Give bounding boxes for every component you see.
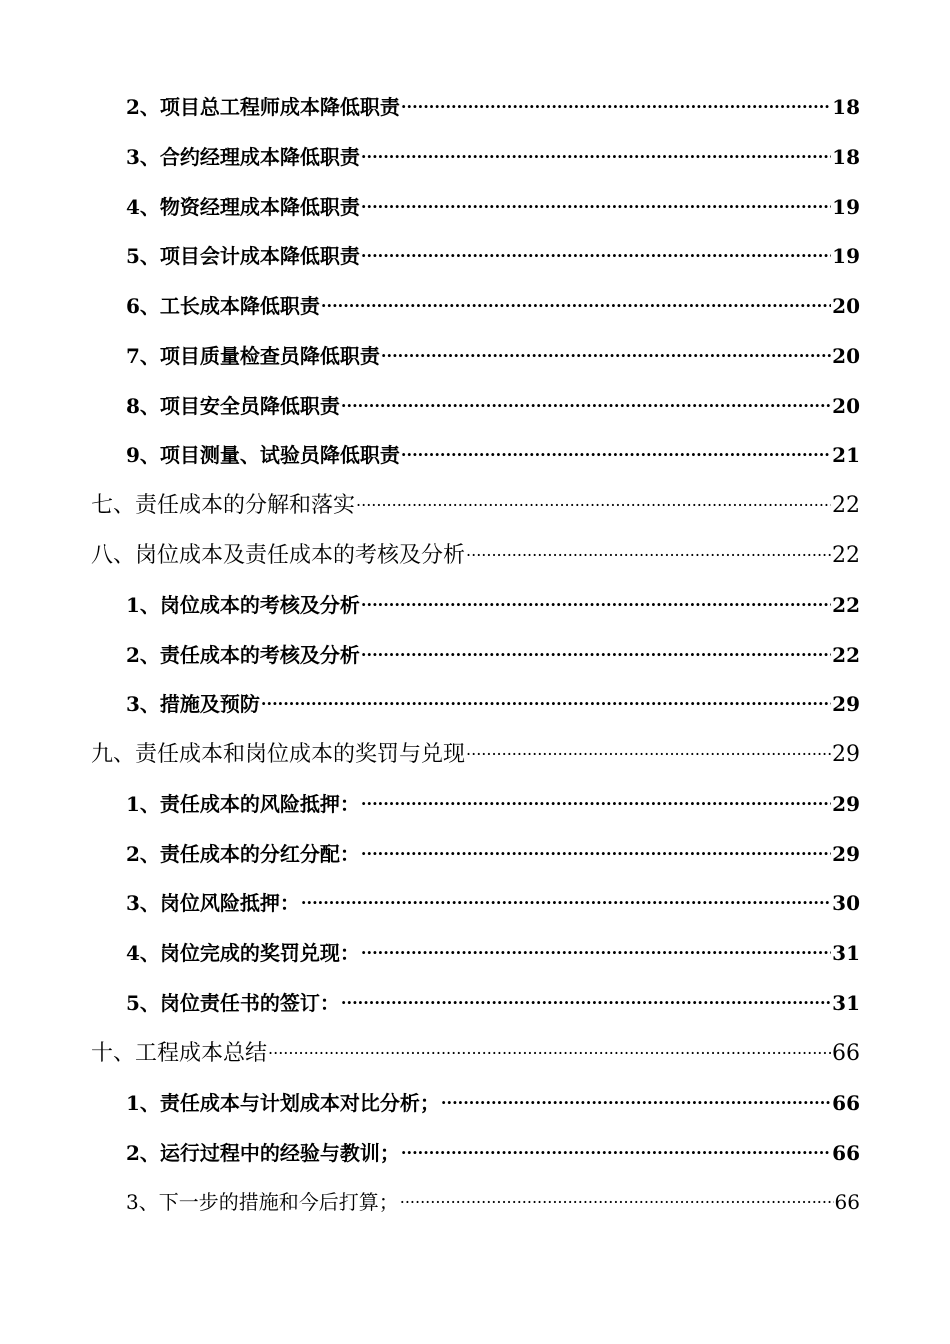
toc-leader-dots bbox=[361, 930, 831, 960]
toc-leader-dots bbox=[401, 1130, 831, 1160]
toc-entry-title: 9、项目测量、试验员降低职责 bbox=[126, 443, 400, 467]
toc-entry-title: 1、责任成本与计划成本对比分析； bbox=[126, 1091, 440, 1115]
toc-leader-dots bbox=[341, 980, 831, 1010]
toc-entry-page: 66 bbox=[832, 1041, 860, 1066]
toc-leader-dots bbox=[361, 184, 831, 214]
toc-entry-title: 1、责任成本的风险抵押： bbox=[126, 792, 360, 816]
toc-entry-page: 19 bbox=[832, 195, 860, 219]
toc-leader-dots bbox=[441, 1080, 831, 1110]
toc-entry[interactable] bbox=[126, 383, 860, 418]
toc-entry[interactable] bbox=[91, 532, 860, 568]
toc-entry-title: 6、工长成本降低职责 bbox=[126, 294, 320, 318]
toc-leader-dots bbox=[341, 383, 831, 413]
toc-entry[interactable] bbox=[126, 681, 860, 716]
toc-entry-page: 18 bbox=[832, 95, 860, 119]
toc-leader-dots bbox=[361, 582, 831, 612]
toc-leader-dots bbox=[466, 731, 831, 761]
toc-entry-page: 19 bbox=[832, 244, 860, 268]
toc-entry-title: 2、项目总工程师成本降低职责 bbox=[126, 95, 400, 119]
toc-leader-dots bbox=[400, 1179, 834, 1209]
toc-leader-dots bbox=[321, 283, 831, 313]
toc-leader-dots bbox=[361, 632, 831, 662]
toc-entry-title: 3、合约经理成本降低职责 bbox=[126, 145, 360, 169]
toc-leader-dots bbox=[361, 831, 831, 861]
toc-leader-dots bbox=[361, 134, 831, 164]
toc-entry-page: 22 bbox=[832, 493, 860, 518]
toc-entry-page: 31 bbox=[832, 991, 860, 1015]
toc-entry-title: 十、工程成本总结 bbox=[91, 1041, 268, 1066]
toc-entry[interactable] bbox=[126, 781, 860, 816]
toc-leader-dots bbox=[356, 482, 831, 512]
toc-entry-title: 4、岗位完成的奖罚兑现： bbox=[126, 941, 360, 965]
toc-entry[interactable] bbox=[91, 731, 860, 767]
toc-entry[interactable] bbox=[126, 632, 860, 667]
toc-entry[interactable] bbox=[91, 482, 860, 518]
toc-entry[interactable] bbox=[126, 184, 860, 219]
toc-entry-page: 29 bbox=[832, 792, 860, 816]
toc-entry-page: 21 bbox=[832, 443, 860, 467]
toc-entry[interactable] bbox=[126, 1130, 860, 1165]
toc-entry-page: 20 bbox=[832, 344, 860, 368]
toc-entry-title: 1、岗位成本的考核及分析 bbox=[126, 593, 360, 617]
toc-entry[interactable] bbox=[126, 283, 860, 318]
toc-entry[interactable] bbox=[126, 1179, 860, 1214]
toc-entry[interactable] bbox=[126, 333, 860, 368]
toc-entry-page: 66 bbox=[832, 1141, 860, 1165]
toc-leader-dots bbox=[361, 781, 831, 811]
toc-entry-page: 22 bbox=[832, 593, 860, 617]
toc-entry[interactable] bbox=[126, 930, 860, 965]
toc-entry[interactable] bbox=[126, 582, 860, 617]
toc-entry[interactable] bbox=[91, 1030, 860, 1066]
toc-entry-page: 29 bbox=[832, 842, 860, 866]
toc-entry[interactable] bbox=[126, 831, 860, 866]
toc-entry-page: 66 bbox=[832, 1091, 860, 1115]
toc-entry-page: 66 bbox=[834, 1190, 860, 1214]
toc-leader-dots bbox=[301, 880, 831, 910]
toc-entry-title: 7、项目质量检查员降低职责 bbox=[126, 344, 380, 368]
toc-entry[interactable] bbox=[126, 134, 860, 169]
toc-entry-title: 5、项目会计成本降低职责 bbox=[126, 244, 360, 268]
toc-entry-title: 八、岗位成本及责任成本的考核及分析 bbox=[91, 543, 466, 568]
toc-entry[interactable] bbox=[126, 84, 860, 119]
toc-entry-page: 29 bbox=[832, 742, 860, 767]
toc-entry-page: 31 bbox=[832, 941, 860, 965]
toc-entry-title: 5、岗位责任书的签订： bbox=[126, 991, 340, 1015]
toc-entry-page: 20 bbox=[832, 294, 860, 318]
toc-entry-page: 29 bbox=[832, 692, 860, 716]
toc-entry[interactable] bbox=[126, 980, 860, 1015]
toc-entry-page: 18 bbox=[832, 145, 860, 169]
toc-entry-title: 七、责任成本的分解和落实 bbox=[91, 493, 356, 518]
toc-leader-dots bbox=[381, 333, 831, 363]
toc-entry-title: 2、运行过程中的经验与教训； bbox=[126, 1141, 400, 1165]
toc-entry-title: 九、责任成本和岗位成本的奖罚与兑现 bbox=[91, 742, 466, 767]
toc-entry-title: 4、物资经理成本降低职责 bbox=[126, 195, 360, 219]
toc-entry[interactable] bbox=[126, 432, 860, 467]
toc-entry-title: 3、措施及预防 bbox=[126, 692, 260, 716]
toc-entry-page: 22 bbox=[832, 643, 860, 667]
toc-entry-title: 2、责任成本的考核及分析 bbox=[126, 643, 360, 667]
toc-entry-page: 22 bbox=[832, 543, 860, 568]
toc-entry-page: 30 bbox=[832, 891, 860, 915]
toc-entry[interactable] bbox=[126, 233, 860, 268]
toc-leader-dots bbox=[261, 681, 831, 711]
toc-leader-dots bbox=[401, 84, 831, 114]
toc-leader-dots bbox=[401, 432, 831, 462]
toc-entry[interactable] bbox=[126, 880, 860, 915]
toc-entry-title: 3、下一步的措施和今后打算； bbox=[126, 1190, 399, 1214]
toc-leader-dots bbox=[361, 233, 831, 263]
toc-entry-page: 20 bbox=[832, 394, 860, 418]
toc-leader-dots bbox=[466, 532, 831, 562]
toc-leader-dots bbox=[268, 1030, 831, 1060]
toc-entry-title: 3、岗位风险抵押： bbox=[126, 891, 300, 915]
toc-entry[interactable] bbox=[126, 1080, 860, 1115]
toc-entry-title: 8、项目安全员降低职责 bbox=[126, 394, 340, 418]
toc-entry-title: 2、责任成本的分红分配： bbox=[126, 842, 360, 866]
